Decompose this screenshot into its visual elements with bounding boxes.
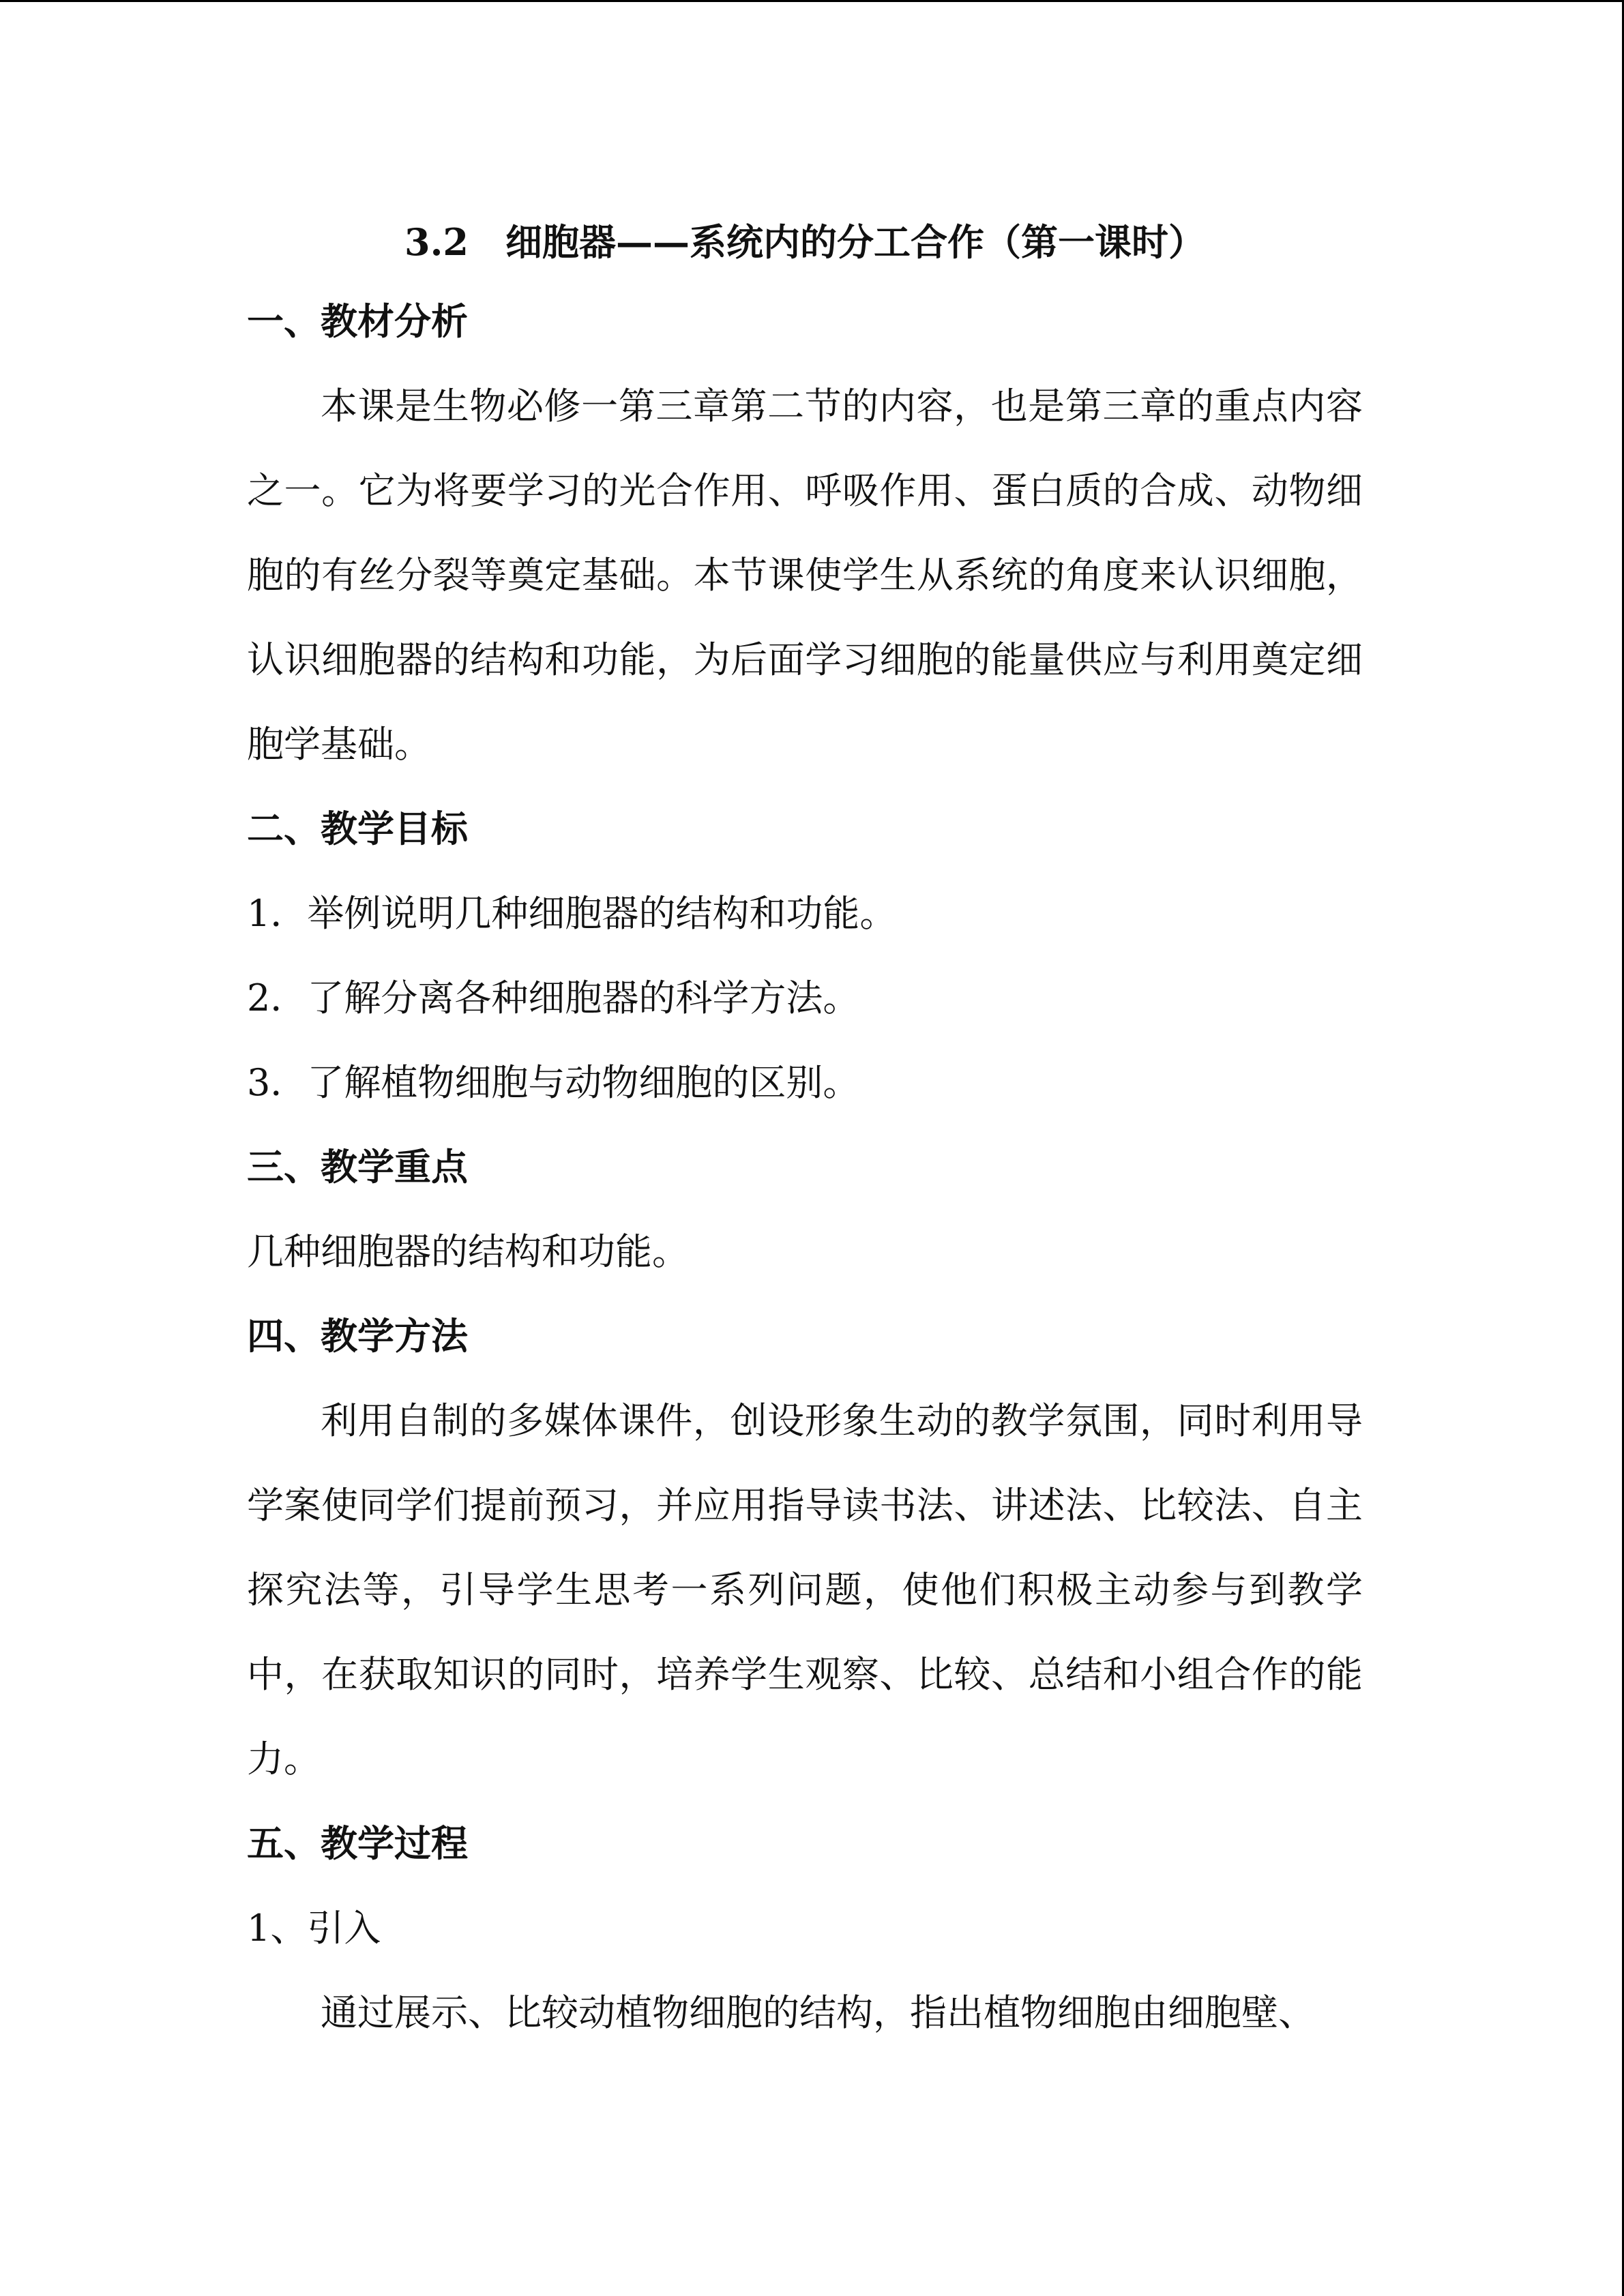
section-heading-analysis: 一、教材分析 xyxy=(247,300,468,343)
process-intro-paragraph: 通过展示、比较动植物细胞的结构，指出植物细胞由细胞壁、 xyxy=(321,1991,1315,2034)
document-title: 3.2 细胞器——系统内的分工合作（第一课时） xyxy=(404,220,1205,264)
section-heading-objectives: 二、教学目标 xyxy=(247,807,468,850)
section-heading-process: 五、教学过程 xyxy=(247,1822,468,1865)
analysis-paragraph: 本课是生物必修一第三章第二节的内容，也是第三章的重点内容之一。它为将要学习的光合作用、呼吸作用、蛋白质的合成、动物细胞的有丝分裂等奠定基础。本节课使学生从系统的角度来认识细胞，认识细胞器的结构和功能，为后面学习细胞的能量供应与利用奠定细胞学基础。 xyxy=(247,385,1363,766)
methods-paragraph: 利用自制的多媒体课件，创设形象生动的教学氛围，同时利用导学案使同学们提前预习，并应用指导读书法、讲述法、比较法、自主探究法等，引导学生思考一系列问题，使他们积极主动参与到教学中，在获取知识的同时，培养学生观察、比较、总结和小组合作的能力。 xyxy=(247,1399,1363,1780)
section-heading-methods: 四、教学方法 xyxy=(247,1315,468,1358)
document-body xyxy=(247,205,1363,2055)
section-heading-key-points: 三、教学重点 xyxy=(247,1146,468,1189)
process-subheading-intro: 1、引入 xyxy=(247,1907,381,1950)
objective-item-1: 1．举例说明几种细胞器的结构和功能。 xyxy=(247,892,897,935)
key-points-text: 几种细胞器的结构和功能。 xyxy=(247,1230,689,1273)
page-border-top xyxy=(0,0,1624,2)
objective-item-3: 3．了解植物细胞与动物细胞的区别。 xyxy=(247,1061,860,1104)
objective-item-2: 2．了解分离各种细胞器的科学方法。 xyxy=(247,976,860,1019)
